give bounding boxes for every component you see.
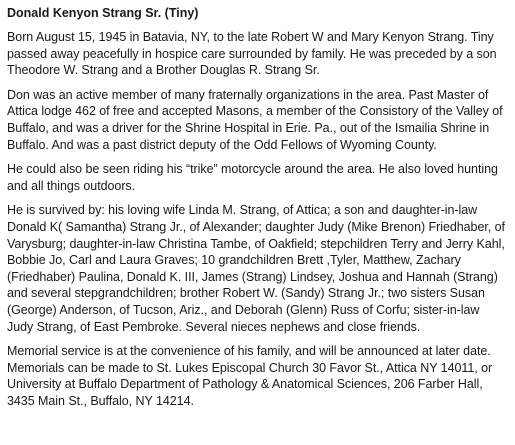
paragraph-survivors: He is survived by: his loving wife Linda M. Strang, of Attica; a son and daughter-in-law Donald K( Samantha) Strang Jr., of Alexander; daughter Judy (Mike Brenon) Friedhaber, of Varysburg; daughter-in-law Christina Tambe, of Oakfield; stepchildren Terry and Jerry Kahl, Bobbie Jo, Carl and Laura Graves; 10 grandchildren Brett ,Tyler, Matthew, Zachary (Friedhaber) Paulina, Donald K. III, James (Strang) Lindsey, Joshua and Hannah (Strang) and several stepgrandchildren; brother Robert W. (Sandy) Strang Jr.; two sisters Susan (George) Anderson, of Tucson, Ariz., and Deborah (Glenn) Russ of Corfu; sister-in-law Judy Strang, of East Pembroke. Several nieces nephews and close friends. <box>7 203 505 334</box>
paragraph-birth: Born August 15, 1945 in Batavia, NY, to the late Robert W and Mary Kenyon Strang. Tiny passed away peacefully in hospice care surrounded by family. He was preceded by a son Theodore W. Strang and a Brother Douglas R. Strang Sr. <box>7 30 497 78</box>
paragraph-hobbies: He could also be seen riding his “trike” motorcycle around the area. He also loved hunting and all things outdoors. <box>7 162 498 193</box>
obituary-title: Donald Kenyon Strang Sr. (Tiny) <box>7 6 199 20</box>
paragraph-memorial: Memorial service is at the convenience of his family, and will be announced at later date. Memorials can be made to St. Lukes Episcopal Church 30 Favor St., Attica NY 14011, or University at Buffalo Department of Pathology & Anatomical Sciences, 206 Farber Hall, 3435 Main St., Buffalo, NY 14214. <box>7 344 493 408</box>
paragraph-memberships: Don was an active member of many fraternally organizations in the area. Past Master of Attica lodge 462 of free and accepted Masons, a member of the Consistory of the Valley of Buffalo, and was a driver for the Shrine Hospital in Erie. Pa., out of the Ismailia Shrine in Buffalo. And was a past district deputy of the Odd Fellows of Wyoming County. <box>7 87 503 152</box>
